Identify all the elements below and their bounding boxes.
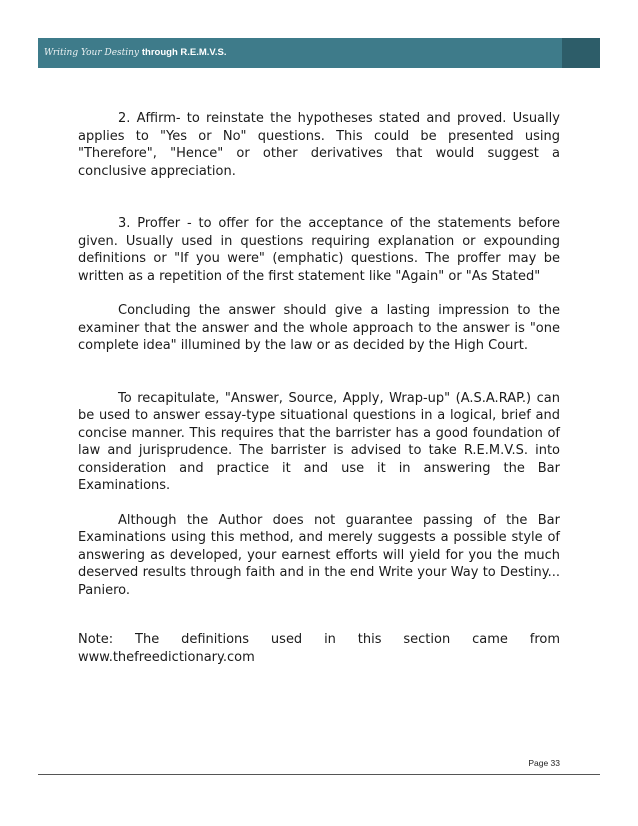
- header-title: [44, 38, 227, 68]
- footer-divider: [38, 774, 600, 775]
- header-title-script: Writing Your Destiny: [44, 48, 140, 58]
- header-title-bold: through R.E.M.V.S.: [141, 47, 227, 58]
- paragraph-although: Although the Author does not guarantee passing of the Bar Examinations using this method, and merely suggests a possible style of answering as developed, your earnest efforts will yield for you the much deserved results through faith and in the end Write your Way to Destiny... Paniero.: [78, 512, 560, 598]
- page-number: Page 33: [528, 758, 560, 768]
- spacer: [78, 495, 560, 512]
- paragraph-proffer: 3. Proffer - to offer for the acceptance of the statements before given. Usually used in questions requiring explanation or expounding definitions or "If you were" (emphatic) questions. The proffer may be written as a repetition of the first statement like "Again" or "As Stated": [78, 216, 560, 284]
- spacer: [78, 355, 560, 390]
- paragraph-recapitulate: To recapitulate, "Answer, Source, Apply, Wrap-up" (A.S.A.RAP.) can be used to answer essay-type situational questions in a logical, brief and concise manner. This requires that the barrister has a good foundation of law and jurisprudence. The barrister is advised to take R.E.M.V.S. into consideration and practice it and use it in answering the Bar Examinations.: [78, 390, 560, 493]
- page-body: [78, 110, 560, 666]
- spacer: [78, 180, 560, 215]
- spacer: [78, 285, 560, 302]
- note-text: Note: The definitions used in this section came from: [78, 632, 560, 647]
- note-url[interactable]: www.thefreedictionary.com: [78, 649, 255, 665]
- paragraph-affirm: 2. Affirm- to reinstate the hypotheses stated and proved. Usually applies to "Yes or No" questions. This could be presented using "Therefore", "Hence" or other derivatives that would suggest a conclusive appreciation.: [78, 111, 560, 179]
- paragraph-concluding: Concluding the answer should give a lasting impression to the examiner that the answer and the whole approach to the answer is "one complete idea" illumined by the law or as decided by the High Court.: [78, 303, 560, 353]
- header-bar: [38, 38, 600, 68]
- header-end-block: [562, 38, 600, 68]
- spacer: [78, 599, 560, 631]
